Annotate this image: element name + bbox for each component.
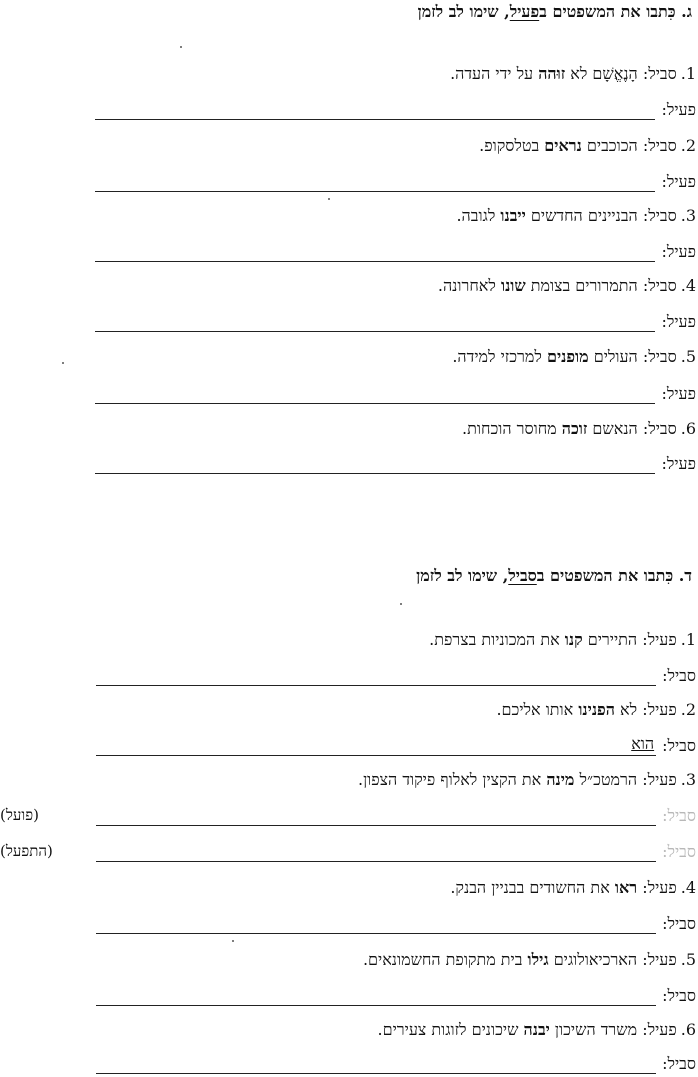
item-number: 3.: [680, 206, 696, 225]
section-d-answer-2: [56, 734, 696, 756]
section-g-item-4: [438, 276, 696, 296]
answer-label: סביל:: [662, 736, 696, 755]
section-d-title-post: , שימו לב לזמן: [416, 566, 509, 585]
section-d-item-1: [429, 630, 696, 650]
item-text-post: אותו אליכם.: [496, 700, 579, 719]
item-lead: פעיל:: [642, 770, 677, 789]
item-lead: סביל:: [642, 206, 677, 225]
item-verb: נראים: [544, 136, 582, 155]
item-verb: קנו: [564, 630, 583, 649]
item-verb: יבנה: [523, 1020, 550, 1039]
item-lead: סביל:: [642, 347, 677, 366]
answer-label: פעיל:: [661, 242, 696, 261]
item-verb: מופנים: [546, 347, 589, 366]
item-number: 6.: [680, 1020, 696, 1039]
answer-field[interactable]: [96, 987, 656, 1006]
section-g-answer-1: [56, 98, 696, 120]
item-number: 2.: [680, 700, 696, 719]
item-lead: סביל:: [642, 276, 677, 295]
item-lead: פעיל:: [642, 878, 677, 897]
item-text-pre: משרד השיכון: [549, 1020, 638, 1039]
answer-field[interactable]: [96, 734, 656, 756]
section-g-item-2: [479, 136, 696, 156]
item-text-pre: התמרורים בצומת: [525, 276, 638, 295]
answer-field[interactable]: [95, 243, 655, 262]
answer-field[interactable]: [95, 173, 655, 192]
answer-field[interactable]: [95, 313, 655, 332]
section-g-answer-2: [56, 170, 696, 192]
item-lead: פעיל:: [642, 1020, 677, 1039]
item-number: 6.: [680, 419, 696, 438]
answer-field[interactable]: [96, 667, 656, 686]
item-text-post: את הקצין לאלוף פיקוד הצפון.: [358, 770, 547, 789]
section-d-answer-6: [56, 1052, 696, 1074]
scan-speck: [232, 940, 234, 942]
item-verb: גילו: [527, 950, 549, 969]
item-text-pre: הנאשם: [587, 419, 638, 438]
answer-label: סביל:: [662, 842, 696, 861]
answer-prefill: הוא: [631, 734, 655, 753]
section-d-item-2: [496, 700, 696, 720]
section-g-title-underlined: פעיל: [509, 2, 540, 21]
answer-label: פעיל:: [661, 454, 696, 473]
section-d-item-5: [363, 950, 696, 970]
item-number: 5.: [680, 347, 696, 366]
answer-label: פעיל:: [661, 312, 696, 331]
scan-speck: [180, 46, 182, 48]
answer-label: סביל:: [662, 806, 696, 825]
section-d-answer-3a: [56, 804, 696, 826]
item-verb: ראו: [614, 878, 638, 897]
answer-label: פעיל:: [661, 384, 696, 403]
section-g-answer-6: [56, 452, 696, 474]
section-g-item-6: [462, 419, 696, 439]
item-text-pre: לא: [614, 700, 638, 719]
section-g-title-pre: ג. כִּתבו את המשפטים ב: [539, 2, 692, 21]
item-number: 1.: [680, 64, 696, 83]
section-g-item-5: [452, 347, 696, 367]
answer-label: פעיל:: [661, 172, 696, 191]
item-text-pre: התיירים: [582, 630, 638, 649]
item-verb: ייבנו: [500, 206, 526, 225]
answer-field[interactable]: [95, 455, 655, 474]
item-number: 3.: [680, 770, 696, 789]
answer-label: סביל:: [662, 914, 696, 933]
section-d-answer-3b: [56, 840, 696, 862]
section-d-item-4: [450, 878, 696, 898]
section-g-title: [418, 2, 692, 22]
answer-field[interactable]: [96, 807, 656, 826]
scan-speck: [62, 362, 64, 364]
item-text-pre: הארכיאולוגים: [548, 950, 638, 969]
section-d-answer-1: [56, 664, 696, 686]
item-lead: סביל:: [642, 419, 677, 438]
item-number: 1.: [680, 630, 696, 649]
section-d-title: [416, 566, 692, 586]
section-g-answer-5: [56, 382, 696, 404]
section-d-item-3: [358, 770, 696, 790]
answer-field[interactable]: [95, 385, 655, 404]
section-g-item-1: [450, 64, 696, 84]
binyan-note-pual: (פועל): [0, 806, 39, 824]
item-text-post: את המכוניות בצרפת.: [429, 630, 565, 649]
item-text-post: לגובה.: [456, 206, 501, 225]
item-lead: פעיל:: [642, 630, 677, 649]
item-number: 4.: [680, 276, 696, 295]
answer-field[interactable]: [96, 843, 656, 862]
section-g-item-3: [456, 206, 696, 226]
scan-speck: [328, 198, 330, 200]
item-verb: זוכה: [561, 419, 588, 438]
answer-label: סביל:: [662, 986, 696, 1005]
item-text-pre: העולים: [588, 347, 638, 366]
answer-label: סביל:: [662, 1054, 696, 1073]
item-verb: זוּהה: [538, 64, 566, 83]
item-text-post: את החשודים בבניין הבנק.: [450, 878, 615, 897]
item-text-pre: הרמטכ״ל: [574, 770, 638, 789]
section-g-answer-4: [56, 310, 696, 332]
binyan-note-hitpael: (התפעל): [0, 842, 53, 860]
answer-field[interactable]: [96, 1055, 656, 1074]
item-text-post: לאחרונה.: [437, 276, 501, 295]
item-text-post: בטלסקופ.: [479, 136, 545, 155]
section-g-answer-3: [56, 240, 696, 262]
section-d-answer-4: [56, 912, 696, 934]
section-g-title-post: , שימו לב לזמן: [417, 2, 510, 21]
answer-label: פעיל:: [661, 100, 696, 119]
section-d-title-pre: ד. כִּתבו את המשפטים ב: [536, 566, 692, 585]
item-text-pre: הכוכבים: [581, 136, 638, 155]
item-text-post: שיכונים לזוגות צעירים.: [377, 1020, 524, 1039]
section-d-item-6: [378, 1020, 696, 1040]
item-text-post: בית מתקופת החשמונאים.: [362, 950, 528, 969]
item-verb: הפנינו: [578, 700, 615, 719]
item-number: 5.: [680, 950, 696, 969]
item-number: 2.: [680, 136, 696, 155]
item-lead: סביל:: [642, 136, 677, 155]
item-text-pre: הָנֶאֱשָׁם לא: [565, 64, 638, 83]
item-text-post: על ידי העדה.: [450, 64, 539, 83]
item-lead: פעיל:: [642, 950, 677, 969]
section-d-title-underlined: סביל: [508, 566, 537, 585]
item-number: 4.: [680, 878, 696, 897]
item-verb: מינה: [546, 770, 575, 789]
item-text-post: למרכזי למידה.: [452, 347, 547, 366]
item-lead: פעיל:: [642, 700, 677, 719]
answer-field[interactable]: [95, 101, 655, 120]
item-text-pre: הבניינים החדשים: [525, 206, 638, 225]
item-text-post: מחוסר הוכחות.: [462, 419, 562, 438]
item-verb: שונו: [500, 276, 526, 295]
answer-label: סביל:: [662, 666, 696, 685]
answer-field[interactable]: [96, 915, 656, 934]
section-d-answer-5: [56, 984, 696, 1006]
scan-speck: [400, 603, 402, 605]
item-lead: סביל:: [642, 64, 677, 83]
